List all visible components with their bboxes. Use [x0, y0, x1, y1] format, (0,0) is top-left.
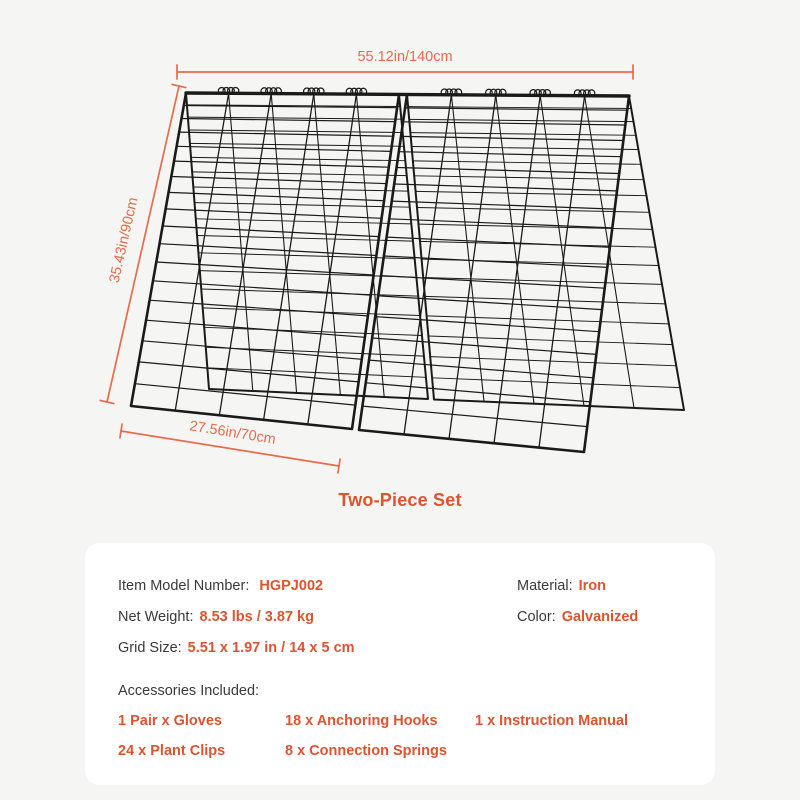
spec-label: Net Weight: [118, 608, 194, 625]
dimension-top [177, 49, 633, 79]
accessories-grid [118, 706, 695, 766]
spec-card [85, 543, 715, 785]
spec-column-left [118, 570, 517, 663]
spec-label: Material: [517, 577, 573, 594]
spec-label: Grid Size: [118, 639, 182, 656]
accessory-instruction-manual: 1 x Instruction Manual [475, 713, 629, 729]
spec-value: HGPJ002 [259, 577, 324, 594]
spec-value: Galvanized [561, 608, 639, 625]
spec-grid-size [118, 632, 517, 663]
accessory-plant-clips: 24 x Plant Clips [118, 743, 226, 759]
spec-column-right [517, 570, 695, 663]
spec-value: 8.53 lbs / 3.87 kg [199, 608, 314, 625]
spec-net-weight [118, 601, 517, 632]
dimension-bottom-label: 27.56in/70cm [188, 418, 277, 448]
dimension-top-label: 55.12in/140cm [357, 49, 453, 65]
accessories-title: Accessories Included: [118, 683, 260, 699]
spec-value: Iron [578, 577, 606, 594]
accessory-gloves: 1 Pair x Gloves [118, 713, 222, 729]
dimension-bottom [120, 418, 340, 473]
spec-value: 5.51 x 1.97 in / 14 x 5 cm [187, 639, 355, 656]
dimension-side-label: 35.43in/90cm [106, 195, 142, 285]
spec-columns [118, 570, 695, 663]
diagram-caption: Two-Piece Set [338, 490, 462, 510]
trellis-wireframe [131, 88, 684, 453]
spec-color [517, 601, 695, 632]
spec-label: Item Model Number: [118, 577, 254, 594]
accessory-anchoring-hooks: 18 x Anchoring Hooks [285, 713, 438, 729]
spec-label: Color: [517, 608, 556, 625]
spec-item-model-number [118, 570, 517, 601]
spec-material [517, 570, 695, 601]
accessory-connection-springs: 8 x Connection Springs [285, 743, 447, 759]
